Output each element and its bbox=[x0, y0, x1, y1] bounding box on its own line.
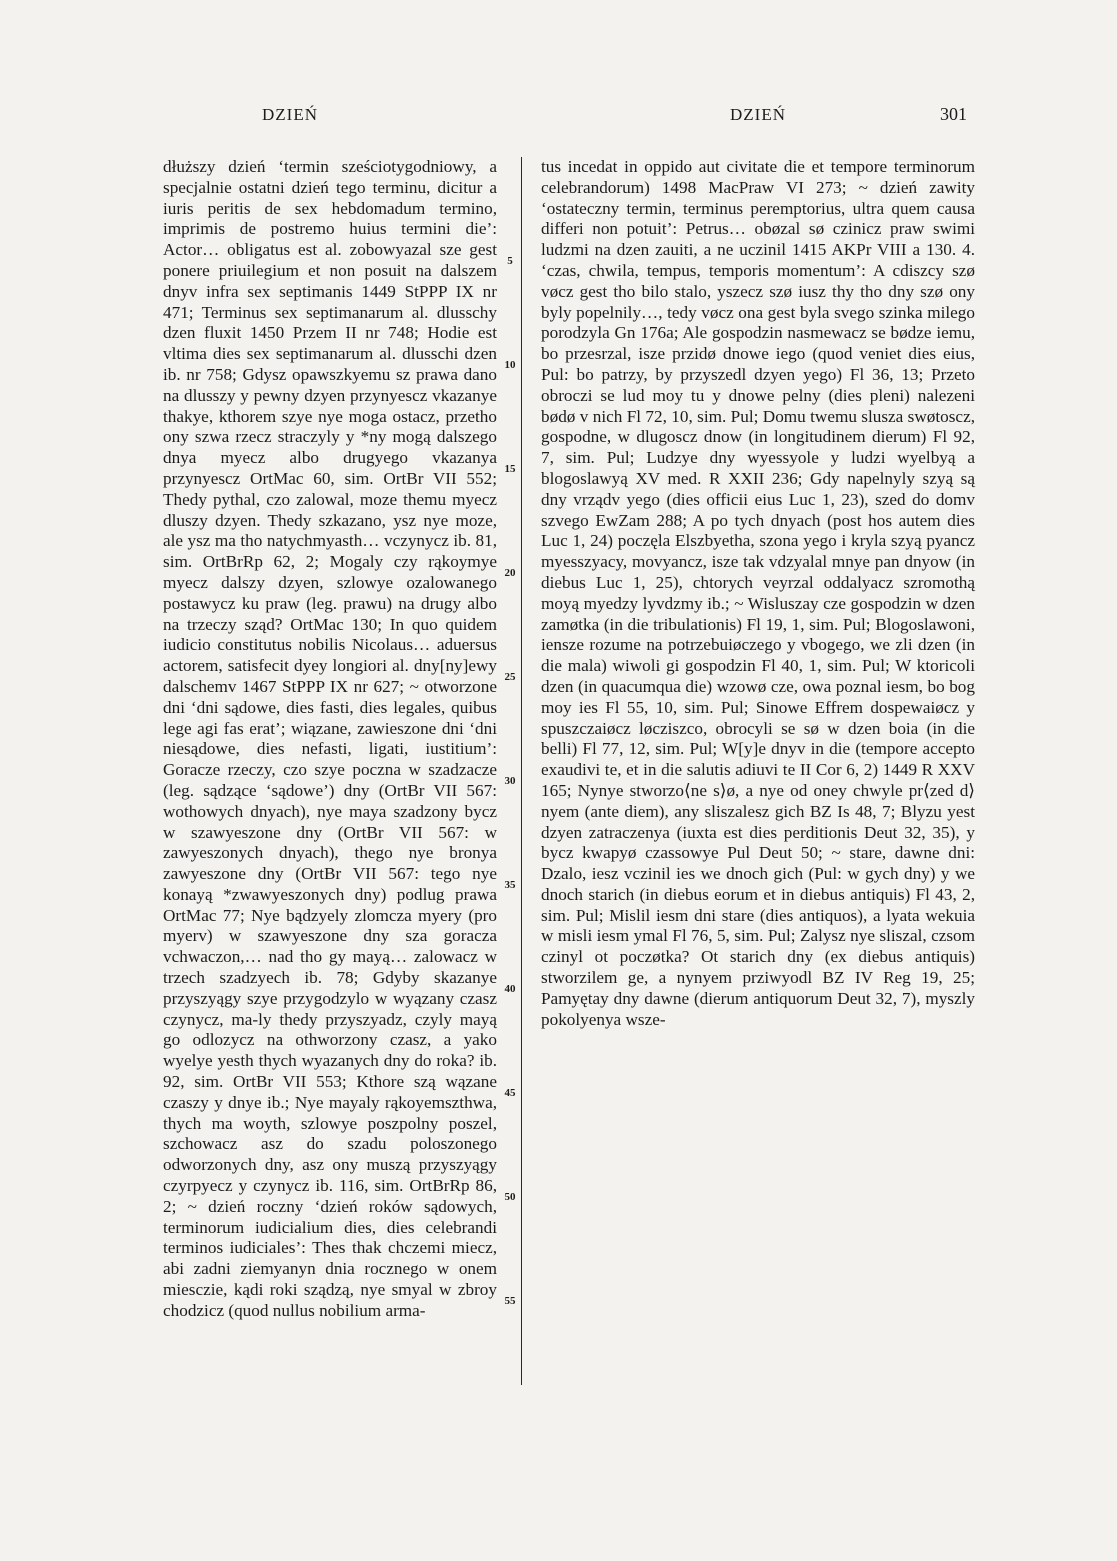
line-number-10: 10 bbox=[504, 359, 516, 371]
left-column-text: dłuższy dzień ‘termin sześciotygodniowy, a specjalnie ostatni dzień tego terminu, dicitur a iuris peritis de sex hebdomadum termino, imprimis de postremo huius termini die’: Actor… obligatus est al. zobowyazal sze gest ponere priuilegium et non posuit na dalszem dnyv infra sex septimanis 1449 StPPP IX nr 471; Terminus sex septimanarum al. dlusschy dzen fluxit 1450 Przem II nr 748; Hodie est vltima dies sex septimanarum al. dlusschi dzen ib. nr 758; Gdysz opawszkyemu sz prawa dano na dlusszy y pewny dzyen przynyescz vkazanye thakye, kthorem szye nye moga ostacz, przetho ony szwa rzecz straczyly y *ny mogą dalszego dnya myecz albo drugyego vkazanya przynyescz OrtMac 60, sim. OrtBr VII 552; Thedy pythal, czo zalowal, moze themu myecz dluszy dzyen. Thedy szkazano, ysz nye moze, ale ysz ma tho natychmyasth… vczynycz ib. 81, sim. OrtBrRp 62, 2; Mogaly czy rąkoymye myecz dalszy dzyen, szlowye ozalowanego postawycz ku praw (leg. prawu) na drugy albo na trzeczy sząd? OrtMac 130; In quo quidem iudicio constitutus nobilis Nicolaus… aduersus actorem, satisfecit dyey longiori al. dny[ny]ewy dalschemv 1467 StPPP IX nr 627; ~ otworzone dni ‘dni sądowe, dies fasti, dies legales, quibus lege agi fas erat’; wiązane, zawieszone dni ‘dni niesądowe, dies nefasti, ligati, iustitium’: Goracze rzeczy, czo szye poczna w szadzacze (leg. sądzące ‘sądowe’) dny (OrtBr VII 567: wothowych dnyach), nye maya szadzony bycz w szawyeszone dny (OrtBr VII 567: w zawyeszonych dnyach), thego nye bronya zawyeszone dny (OrtBr VII 567: tego nye konayą *zwawyeszonych dny) podlug prawa OrtMac 77; Nye bądzyely zlomcza myery (pro myerv) w szawyeszone dny sza goracza vchwaczon,… nad tho gy mayą… zalowacz w trzech szadzyech ib. 78; Gdyby skazanye przyszyągy szye przygodzylo w wyązany czasz czynycz, ma-ly thedy przyszyadz, czyly mayą go odlozycz na othworzony czasz, a yako wyelye yesth thych wyazanych dny do roka? ib. 92, sim. OrtBr VII 553; Kthore szą wązane czaszy y dnye ib.; Nye mayaly rąkoyemszthwa, thych ma woyth, szlowye poszpolny poszel, szchowacz asz do szadu poloszonego odworzonych dny, asz ony muszą przyszyągy czyrpyecz y czynycz ib. 116, sim. OrtBrRp 86, 2; ~ dzień roczny ‘dzień roków sądowych, terminorum iudicialium dies, dies celebrandi terminos iudiciales’: Thes thak chczemi miecz, abi zadni ziemyanyn dnia rocznego w onem miesczie, kądi roki sządzą, nye smyal w zbroy chodzicz (quod nullus nobilium arma- bbox=[163, 157, 497, 1320]
left-running-head: DZIEŃ bbox=[262, 105, 318, 124]
line-number-25: 25 bbox=[504, 671, 516, 683]
line-number-35: 35 bbox=[504, 879, 516, 891]
right-column-text: tus incedat in oppido aut civitate die et tempore terminorum celebrandorum) 1498 MacPraw VI 273; ~ dzień zawity ‘ostateczny termin, terminus peremptorius, ultra quem causa differi non potuit’: Petrus… obøzal sø czinicz praw swimi ludzmi na dzen zauiti, a ne uczinil 1415 AKPr VIII a 130. 4. ‘czas, chwila, tempus, temporis momentum’: A cdiszcy szø vøcz gest tho bilo stalo, yszecz szø iusz thy tho dny szø ony byly popelnily…, tedy vøcz ona gest byla svego szinka milego porodzyla Gn 176a; Ale gospodzin nasmewacz se bødze iemu, bo przesrzal, isze przidø dnowe iego (quod veniet dies eius, Pul: bo patrzy, by przyszedl dzyen yego) Fl 36, 13; Przeto obroczi se lud moy tu y dnowe pelny (dies pleni) nalezeni bødø v nich Fl 72, 10, sim. Pul; Domu twemu slusza swøtoscz, gospodne, w dlugoscz dnow (in longitudinem dierum) Fl 92, 7, sim. Pul; Ludzye dny wyessyole y ludzi wyelbyą a blogoslawyą XV med. R XXII 236; Gdy napelnyly szyą są dny vrządv yego (dies officii eius Luc 1, 23), szed do domv szvego EwZam 288; A po tych dnyach (post hos autem dies Luc 1, 24) poczęla Elszbyetha, szona yego i kryla szyą pyancz myesszyacy, movyancz, isze tak vdzyalal mnye pan dnyow (in diebus Luc 1, 25), chtorych veyrzal oddalyacz szromothą moyą myedzy lyvdzmy ib.; ~ Wisluszay cze gospodzin w dzen zamøtka (in die tribulationis) Fl 19, 1, sim. Pul; Blogoslawoni, iensze rozume na potrzebuiøczego y vbogego, we zli dzen (in die mala) wiwoli gi gospodzin Fl 40, 1, sim. Pul; W ktoricoli dzen (in quacumqua die) wzowø cze, owa poznal iesm, bo bog moy ies Fl 55, 10, sim. Pul; Sinowe Effrem dospewaiøcz y spuszczaiøcz løcziszco, obrocyli se sø w dzen boia (in die belli) Fl 77, 12, sim. Pul; W[y]e dnyv in die (tempore accepto exaudivi te, et in die salutis adiuvi te II Cor 6, 2) 1449 R XXV 165; Nynye stworzo⟨ne s⟩ø, a nye od oney chwyle pr⟨zed d⟩nyem (ante diem), any sliszalesz gich BZ Is 48, 7; Blyzu yest dzyen zatraczenya (iuxta est dies perditionis Deut 32, 35), y bycz kwapyø czassowye Pul Deut 50; ~ stare, dawne dni: Dzalo, iesz vczinil ies we dnoch gich (Pul: w gych dny) y we dnoch starich (in diebus eorum et in diebus antiquis) Fl 43, 2, sim. Pul; Mislil iesm dni stare (dies antiquos), a lyata wekuia w misli iesm ymal Fl 76, 5, sim. Pul; Zalysz nye sliszal, czsom czinyl ot poczøtka? Ot starich dny (ex diebus antiquis) stworzilem ge, a nynyem prziwyodl BZ IV Reg 19, 25; Pamyętay dny dawne (dierum antiquorum Deut 32, 7), myszly pokolyenya wsze- bbox=[541, 157, 975, 1029]
line-number-50: 50 bbox=[504, 1191, 516, 1203]
line-number-20: 20 bbox=[504, 567, 516, 579]
line-number-40: 40 bbox=[504, 983, 516, 995]
line-number-55: 55 bbox=[504, 1295, 516, 1307]
column-rule bbox=[521, 157, 522, 1385]
right-running-head: DZIEŃ bbox=[730, 105, 786, 124]
line-number-5: 5 bbox=[507, 255, 513, 267]
line-number-30: 30 bbox=[504, 775, 516, 787]
right-column bbox=[541, 157, 975, 1030]
line-number-45: 45 bbox=[504, 1087, 516, 1099]
left-column bbox=[163, 157, 497, 1322]
page-number: 301 bbox=[940, 104, 967, 124]
line-number-15: 15 bbox=[504, 463, 516, 475]
